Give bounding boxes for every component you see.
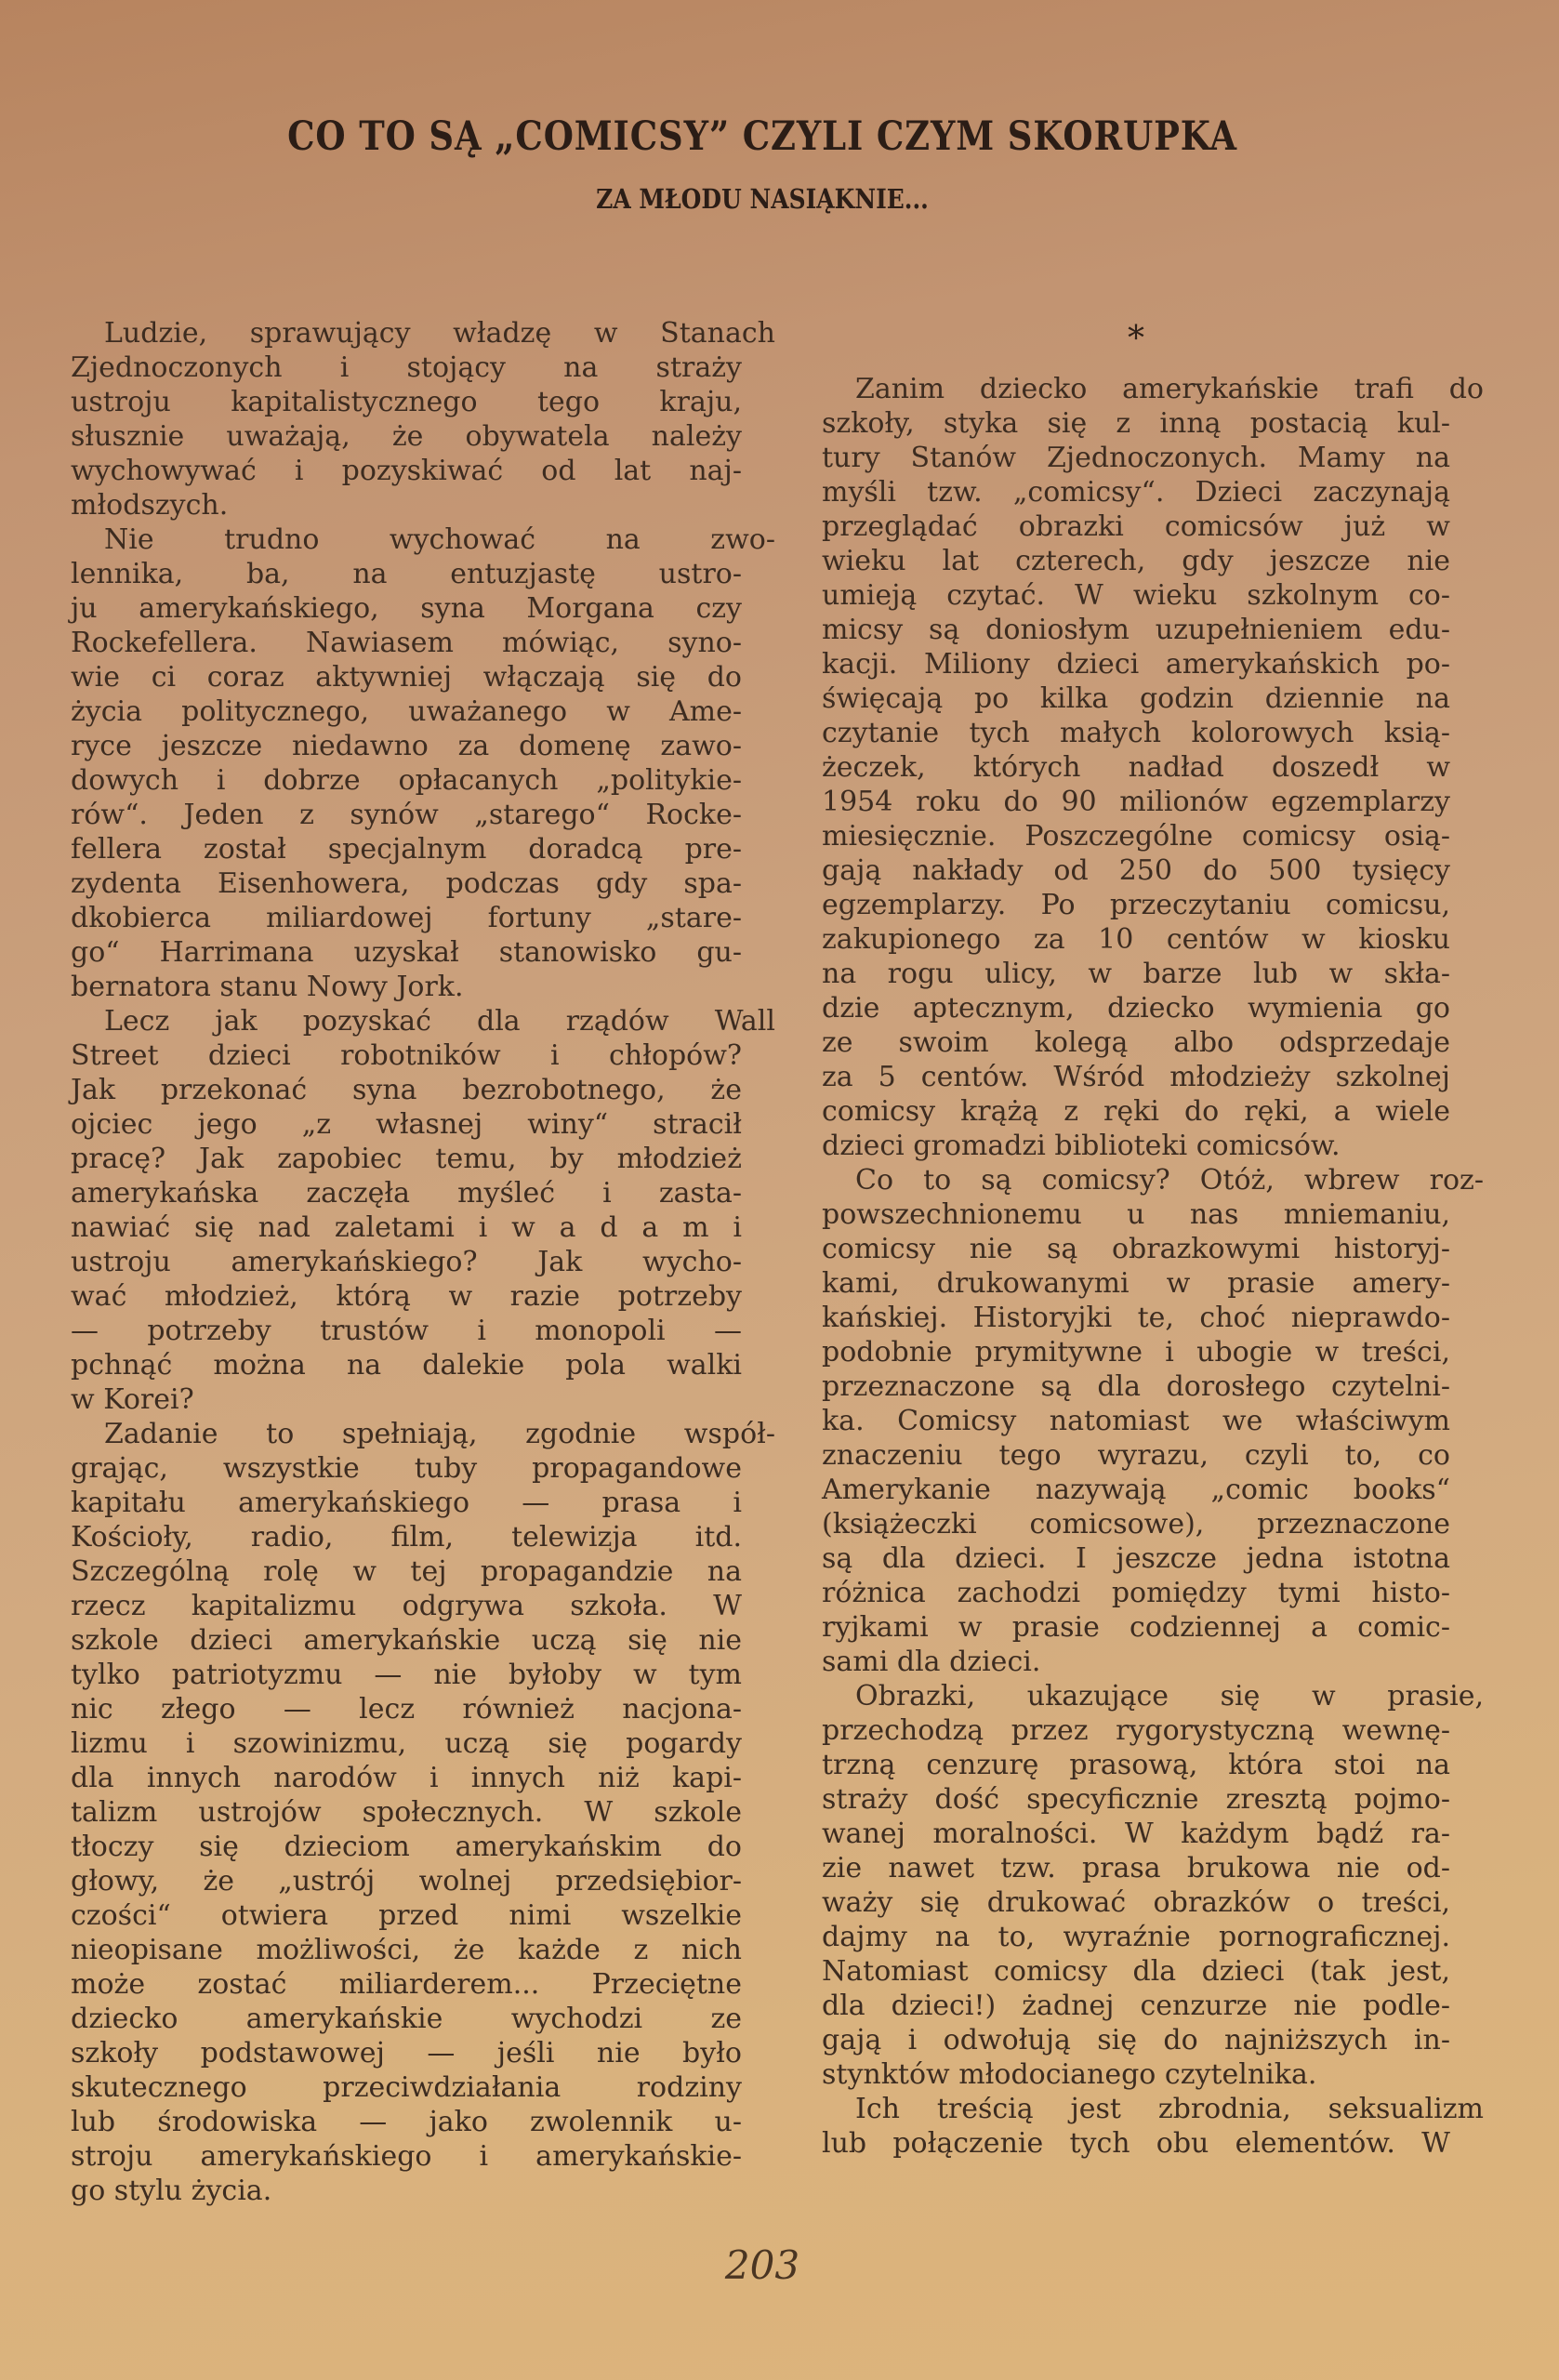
text-line: straży dość specyficznie zresztą pojmo- xyxy=(822,1783,1450,1816)
text-line: młodszych. xyxy=(71,489,229,522)
text-line: lennika, ba, na entuzjastę ustro- xyxy=(71,558,742,590)
text-line: zydenta Eisenhowera, podczas gdy spa- xyxy=(71,867,742,900)
text-line: głowy, że „ustrój wolnej przedsiębior- xyxy=(71,1865,742,1897)
text-line: talizm ustrojów społecznych. W szkole xyxy=(71,1796,742,1829)
text-line: 1954 roku do 90 milionów egzemplarzy xyxy=(822,786,1450,818)
text-line: comicsy krążą z ręki do ręki, a wiele xyxy=(822,1095,1450,1128)
text-line: ryjkami w prasie codziennej a comic- xyxy=(822,1611,1450,1644)
text-line: wanej moralności. W każdym bądź ra- xyxy=(822,1818,1450,1850)
text-line: dzieci gromadzi biblioteki comicsów. xyxy=(822,1130,1341,1162)
text-line: myśli tzw. „comicsy“. Dzieci zaczynają xyxy=(822,476,1450,509)
text-line: rzecz kapitalizmu odgrywa szkoła. W xyxy=(71,1590,742,1622)
text-line: nic złego — lecz również nacjona- xyxy=(71,1693,742,1726)
text-line: przeznaczone są dla dorosłego czytelni- xyxy=(822,1370,1450,1403)
text-line: żeczek, których nadład doszedł w xyxy=(822,751,1450,784)
section-separator: * xyxy=(1128,320,1144,358)
text-line: nieopisane możliwości, że każde z nich xyxy=(71,1934,742,1966)
text-line: comicsy nie są obrazkowymi historyj- xyxy=(822,1233,1450,1265)
text-line: przechodzą przez rygorystyczną wewnę- xyxy=(822,1714,1450,1747)
text-line: Ich treścią jest zbrodnia, seksualizm xyxy=(855,2093,1484,2125)
text-line: stynktów młodocianego czytelnika. xyxy=(822,2058,1317,2091)
text-line: micsy są doniosłym uzupełnieniem edu- xyxy=(822,614,1450,646)
article-subtitle: ZA MŁODU NASIĄKNIE... xyxy=(596,183,929,215)
text-line: sami dla dzieci. xyxy=(822,1646,1041,1678)
text-line: dla dzieci!) żadnej cenzurze nie podle- xyxy=(822,1990,1450,2022)
text-line: Street dzieci robotników i chłopów? xyxy=(71,1039,742,1072)
text-line: waży się drukować obrazków o treści, xyxy=(822,1886,1450,1919)
text-line: Rockefellera. Nawiasem mówiąc, syno- xyxy=(71,627,742,659)
text-line: miesięcznie. Poszczególne comicsy osią- xyxy=(822,820,1450,853)
text-line: Ludzie, sprawujący władzę w Stanach xyxy=(104,317,775,350)
text-line: są dla dzieci. I jeszcze jedna istotna xyxy=(822,1542,1450,1575)
text-line: tylko patriotyzmu — nie byłoby w tym xyxy=(71,1659,742,1691)
text-line: Lecz jak pozyskać dla rządów Wall xyxy=(104,1005,775,1038)
text-line: znaczeniu tego wyrazu, czyli to, co xyxy=(822,1439,1450,1472)
text-line: wać młodzież, którą w razie potrzeby xyxy=(71,1280,742,1313)
text-line: skutecznego przeciwdziałania rodziny xyxy=(71,2071,742,2104)
text-line: różnica zachodzi pomiędzy tymi histo- xyxy=(822,1577,1450,1609)
text-line: — potrzeby trustów i monopoli — xyxy=(71,1315,742,1347)
text-line: wychowywać i pozyskiwać od lat naj- xyxy=(71,455,742,487)
text-line: dziecko amerykańskie wychodzi ze xyxy=(71,2003,742,2035)
text-line: lub połączenie tych obu elementów. W xyxy=(822,2127,1450,2160)
text-line: gają i odwołują się do najniższych in- xyxy=(822,2024,1450,2056)
text-line: tury Stanów Zjednoczonych. Mamy na xyxy=(822,442,1450,474)
text-line: na rogu ulicy, w barze lub w skła- xyxy=(822,958,1450,990)
text-line: dkobierca miliardowej fortuny „stare- xyxy=(71,902,742,934)
text-line: święcają po kilka godzin dziennie na xyxy=(822,682,1450,715)
text-line: kacji. Miliony dzieci amerykańskich po- xyxy=(822,648,1450,681)
text-line: ze swoim kolegą albo odsprzedaje xyxy=(822,1026,1450,1059)
text-line: Zanim dziecko amerykańskie trafi do xyxy=(855,373,1484,405)
text-line: Zjednoczonych i stojący na straży xyxy=(71,351,742,384)
text-line: go“ Harrimana uzyskał stanowisko gu- xyxy=(71,936,742,969)
text-line: może zostać miliarderem... Przeciętne xyxy=(71,1968,742,2001)
page-number: 203 xyxy=(724,2242,800,2288)
text-line: ojciec jego „z własnej winy“ stracił xyxy=(71,1108,742,1141)
text-line: ustroju kapitalistycznego tego kraju, xyxy=(71,386,742,418)
text-line: zie nawet tzw. prasa brukowa nie od- xyxy=(822,1852,1450,1884)
text-line: Nie trudno wychować na zwo- xyxy=(104,523,775,556)
text-line: za 5 centów. Wśród młodzieży szkolnej xyxy=(822,1061,1450,1093)
text-line: lub środowiska — jako zwolennik u- xyxy=(71,2106,742,2138)
text-line: dajmy na to, wyraźnie pornograficznej. xyxy=(822,1921,1450,1953)
text-line: rów“. Jeden z synów „starego“ Rocke- xyxy=(71,799,742,831)
text-line: podobnie prymitywne i ubogie w treści, xyxy=(822,1336,1450,1368)
text-line: szkoły, styka się z inną postacią kul- xyxy=(822,407,1450,440)
text-line: życia politycznego, uważanego w Ame- xyxy=(71,695,742,728)
text-line: Amerykanie nazywają „comic books“ xyxy=(822,1474,1450,1506)
text-line: Natomiast comicsy dla dzieci (tak jest, xyxy=(822,1955,1450,1988)
text-line: czości“ otwiera przed nimi wszelkie xyxy=(71,1899,742,1932)
text-line: Kościoły, radio, film, telewizja itd. xyxy=(71,1521,742,1554)
text-line: zakupionego za 10 centów w kiosku xyxy=(822,923,1450,956)
text-line: nawiać się nad zaletami i w a d a m i xyxy=(71,1211,742,1244)
text-line: wie ci coraz aktywniej włączają się do xyxy=(71,661,742,694)
text-line: grając, wszystkie tuby propagandowe xyxy=(71,1452,742,1485)
text-line: kapitału amerykańskiego — prasa i xyxy=(71,1487,742,1519)
text-line: dla innych narodów i innych niż kapi- xyxy=(71,1762,742,1794)
text-line: dowych i dobrze opłacanych „politykie- xyxy=(71,764,742,797)
text-line: czytanie tych małych kolorowych ksią- xyxy=(822,717,1450,749)
text-line: kami, drukowanymi w prasie amery- xyxy=(822,1267,1450,1300)
text-line: ustroju amerykańskiego? Jak wycho- xyxy=(71,1246,742,1278)
text-line: dzie aptecznym, dziecko wymienia go xyxy=(822,992,1450,1025)
text-line: trzną cenzurę prasową, która stoi na xyxy=(822,1749,1450,1781)
text-line: powszechnionemu u nas mniemaniu, xyxy=(822,1198,1450,1231)
text-line: przeglądać obrazki comicsów już w xyxy=(822,510,1450,543)
text-line: amerykańska zaczęła myśleć i zasta- xyxy=(71,1177,742,1210)
text-line: stroju amerykańskiego i amerykańskie- xyxy=(71,2140,742,2173)
text-line: wieku lat czterech, gdy jeszcze nie xyxy=(822,545,1450,577)
article-title: CO TO SĄ „COMICSY” CZYLI CZYM SKORUPKA xyxy=(287,113,1237,160)
text-line: kańskiej. Historyjki te, choć nieprawdo- xyxy=(822,1302,1450,1334)
text-line: Szczególną rolę w tej propagandzie na xyxy=(71,1555,742,1588)
text-line: (książeczki comicsowe), przeznaczone xyxy=(822,1508,1450,1540)
text-line: pracę? Jak zapobiec temu, by młodzież xyxy=(71,1143,742,1175)
right-column-lines xyxy=(822,372,1484,2161)
right-text-column xyxy=(822,316,1484,2161)
text-line: umieją czytać. W wieku szkolnym co- xyxy=(822,579,1450,612)
text-line: tłoczy się dzieciom amerykańskim do xyxy=(71,1831,742,1863)
text-line: lizmu i szowinizmu, uczą się pogardy xyxy=(71,1727,742,1760)
text-line: pchnąć można na dalekie pola walki xyxy=(71,1349,742,1382)
text-line: w Korei? xyxy=(71,1383,194,1416)
left-text-column xyxy=(71,316,775,2208)
text-line: ju amerykańskiego, syna Morgana czy xyxy=(71,592,742,625)
text-line: Jak przekonać syna bezrobotnego, że xyxy=(71,1074,742,1106)
text-line: bernatora stanu Nowy Jork. xyxy=(71,971,464,1003)
text-line: Co to są comicsy? Otóż, wbrew roz- xyxy=(855,1164,1484,1197)
text-line: go stylu życia. xyxy=(71,2175,272,2207)
text-line: ryce jeszcze niedawno za domenę zawo- xyxy=(71,730,742,762)
text-line: ka. Comicsy natomiast we właściwym xyxy=(822,1405,1450,1437)
text-line: Obrazki, ukazujące się w prasie, xyxy=(855,1680,1484,1712)
text-line: fellera został specjalnym doradcą pre- xyxy=(71,833,742,866)
text-line: Zadanie to spełniają, zgodnie współ- xyxy=(104,1418,775,1450)
text-line: gają nakłady od 250 do 500 tysięcy xyxy=(822,854,1450,887)
text-line: egzemplarzy. Po przeczytaniu comicsu, xyxy=(822,889,1450,921)
text-line: słusznie uważają, że obywatela należy xyxy=(71,420,742,453)
text-line: szkoły podstawowej — jeśli nie było xyxy=(71,2037,742,2069)
text-line: szkole dzieci amerykańskie uczą się nie xyxy=(71,1624,742,1657)
